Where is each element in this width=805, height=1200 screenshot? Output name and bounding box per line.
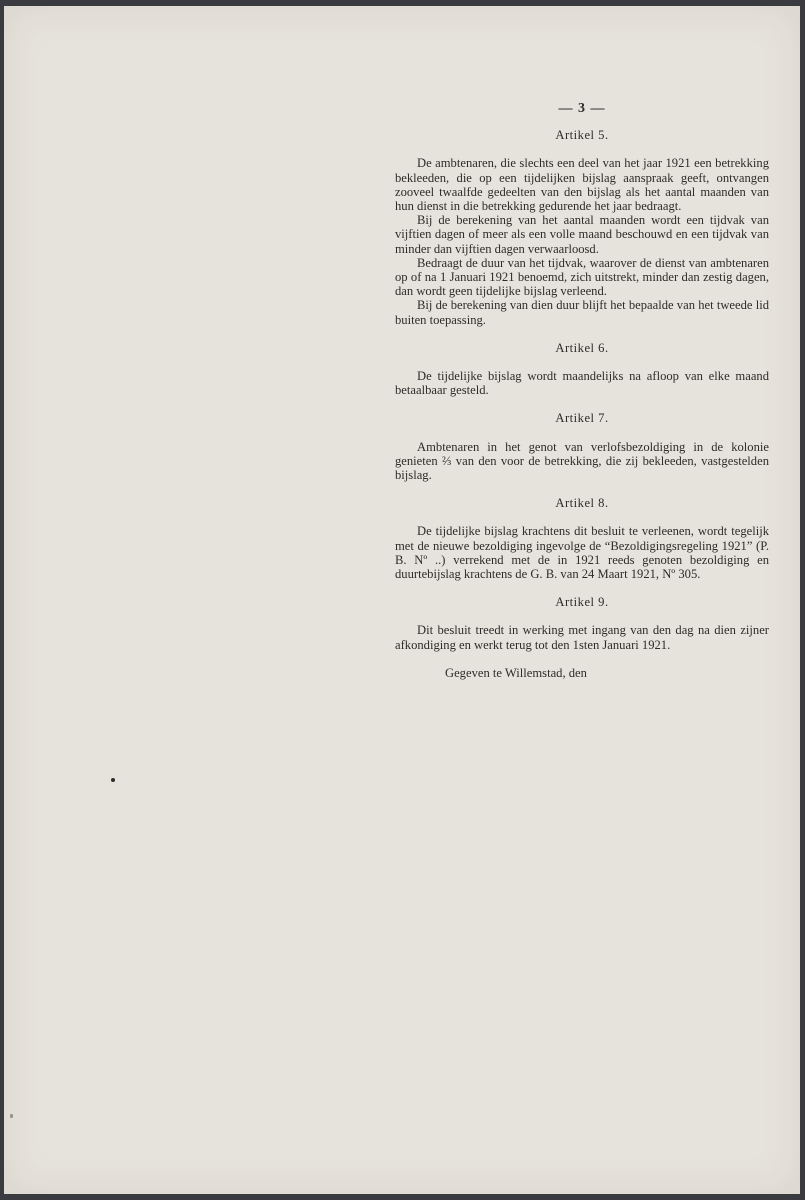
article-7: [395, 411, 769, 482]
article-heading: Artikel 6.: [555, 340, 609, 355]
article-paragraph: De tijdelijke bijslag wordt maandelijks na afloop van elke maand betaalbaar gesteld.: [395, 369, 769, 398]
article-paragraph: De ambtenaren, die slechts een deel van het jaar 1921 een betrekking bekleeden, die op een tijdelijken bijslag aanspraak geeft, ontvangen zooveel twaalfde gedeelten van den bijslag als het aantal maanden van hun dienst in die betrekking gedurende het jaar bedraagt.: [395, 156, 769, 214]
article-heading: Artikel 5.: [555, 128, 609, 143]
closing-line: Gegeven te Willemstad, den: [445, 665, 587, 680]
ink-speck: [111, 778, 115, 782]
article-heading: Artikel 9.: [555, 595, 609, 610]
article-9: [395, 595, 769, 652]
document-page: [4, 6, 800, 1194]
article-5: [395, 128, 769, 327]
article-paragraph: De tijdelijke bijslag krachtens dit besluit te verleenen, wordt tegelijk met de nieuwe bezoldiging ingevolge de “Bezoldigingsregeling 1921” (P. B. Nº ..) verrekend met de in 1921 reeds genoten bezoldiging en duurtebijslag krachtens de G. B. van 24 Maart 1921, Nº 305.: [395, 524, 769, 582]
article-8: [395, 496, 769, 581]
text-column: [395, 102, 769, 680]
article-heading: Artikel 8.: [555, 496, 609, 511]
article-heading: Artikel 7.: [555, 411, 609, 426]
article-paragraph: Dit besluit treedt in werking met ingang van den dag na dien zijner afkondiging en werkt terug tot den 1sten Januari 1921.: [395, 623, 769, 652]
article-paragraph: Bedraagt de duur van het tijdvak, waarover de dienst van ambtenaren op of na 1 Januari 1921 benoemd, zich uitstrekt, minder dan zestig dagen, dan wordt geen tijdelijke bijslag verleend.: [395, 255, 769, 299]
page-number: — 3 —: [558, 101, 606, 116]
article-6: [395, 341, 769, 398]
article-paragraph: Ambtenaren in het genot van verlofsbezoldiging in de kolonie genieten ⅔ van den voor de betrekking, die zij bekleeden, vastgestelden bijslag.: [395, 439, 769, 483]
article-paragraph: Bij de berekening van dien duur blijft het bepaalde van het tweede lid buiten toepassing.: [395, 298, 769, 327]
article-paragraph: Bij de berekening van het aantal maanden wordt een tijdvak van vijftien dagen of meer als een volle maand beschouwd en een tijdvak van minder dan vijftien dagen verwaarloosd.: [395, 213, 769, 256]
binding-mark: [10, 1114, 13, 1118]
